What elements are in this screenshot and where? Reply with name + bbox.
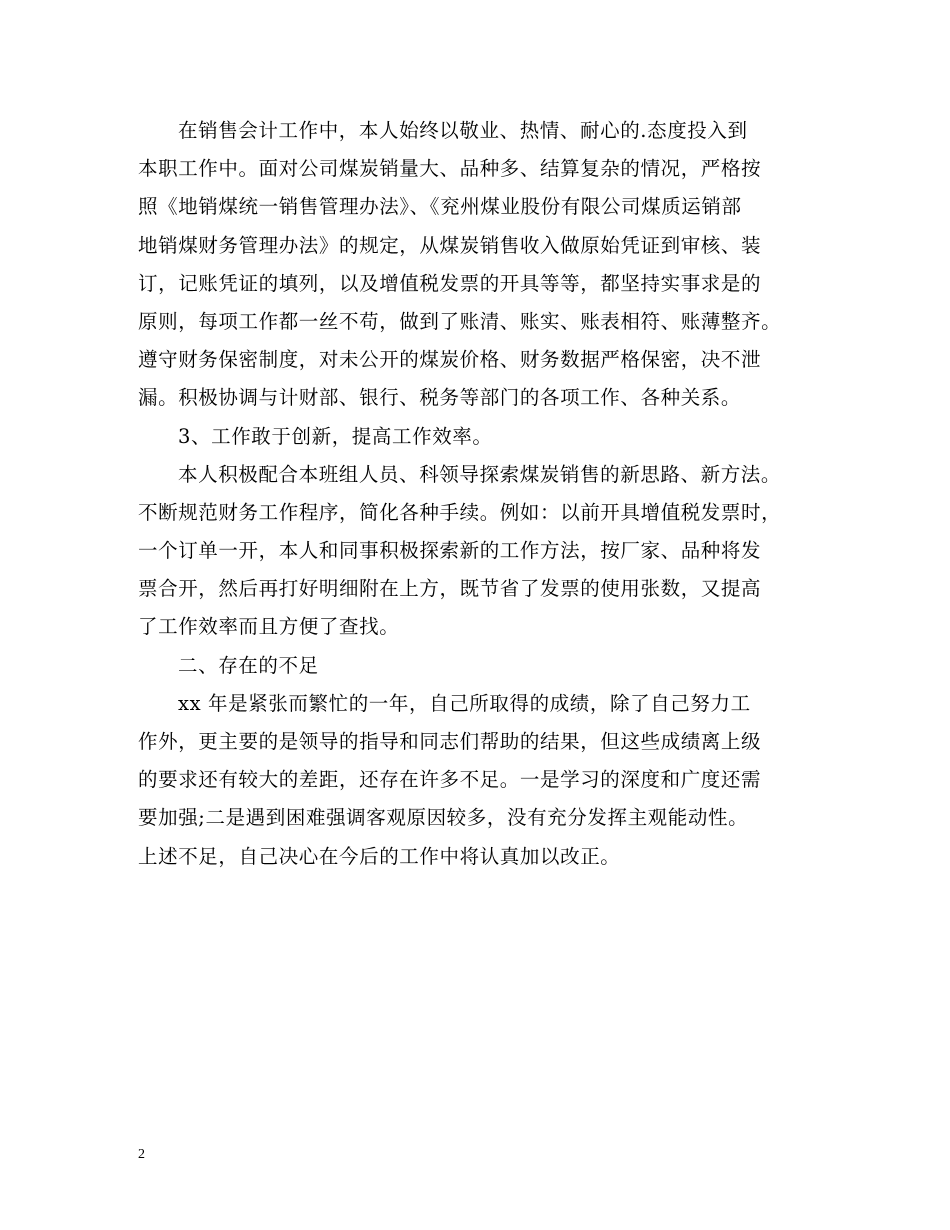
paragraph-line: 票合开，然后再打好明细附在上方，既节省了发票的使用张数，又提高 bbox=[138, 577, 762, 601]
paragraph-line: 作外，更主要的是领导的指导和同志们帮助的结果，但这些成绩离上级 bbox=[138, 730, 762, 753]
paragraph-line: 要加强;二是遇到困难强调客观原因较多，没有充分发挥主观能动性。 bbox=[138, 806, 749, 830]
paragraph-line: 照《地销煤统一销售管理办法》、《兖州煤业股份有限公司煤质运销部 bbox=[138, 195, 742, 219]
paragraph-line: 本人积极配合本班组人员、科领导探索煤炭销售的新思路、新方法。 bbox=[178, 462, 782, 486]
paragraph-line: 了工作效率而且方便了查找。 bbox=[138, 615, 400, 639]
paragraph-line: 遵守财务保密制度，对未公开的煤炭价格、财务数据严格保密，决不泄 bbox=[138, 348, 762, 372]
section-heading: 二、存在的不足 bbox=[178, 653, 319, 677]
paragraph-line: 在销售会计工作中，本人始终以敬业、热情、耐心的.态度投入到 bbox=[178, 119, 748, 142]
paragraph-line: 订，记账凭证的填列，以及增值税发票的开具等等，都坚持实事求是的 bbox=[138, 271, 762, 295]
paragraph-line: 原则，每项工作都一丝不苟，做到了账清、账实、账表相符、账薄整齐。 bbox=[138, 309, 782, 333]
paragraph-line: 的要求还有较大的差距，还存在许多不足。一是学习的深度和广度还需 bbox=[138, 768, 762, 792]
paragraph-line: 一个订单一开，本人和同事积极探索新的工作方法，按厂家、品种将发 bbox=[138, 539, 762, 563]
paragraph-line: 本职工作中。面对公司煤炭销量大、品种多、结算复杂的情况，严格按 bbox=[138, 157, 762, 181]
body-text bbox=[138, 112, 823, 876]
paragraph-line: 地销煤财务管理办法》的规定，从煤炭销售收入做原始凭证到审核、装 bbox=[138, 233, 762, 257]
paragraph-line: xx 年是紧张而繁忙的一年，自己所取得的成绩，除了自己努力工 bbox=[178, 691, 751, 715]
paragraph-line: 漏。积极协调与计财部、银行、税务等部门的各项工作、各种关系。 bbox=[138, 386, 742, 410]
page-number: 2 bbox=[138, 1147, 145, 1162]
paragraph-line: 不断规范财务工作程序，简化各种手续。例如：以前开具增值税发票时， bbox=[138, 500, 782, 524]
paragraph-line: 上述不足，自己决心在今后的工作中将认真加以改正。 bbox=[138, 844, 621, 868]
section-heading: 3、工作敢于创新，提高工作效率。 bbox=[178, 424, 493, 448]
